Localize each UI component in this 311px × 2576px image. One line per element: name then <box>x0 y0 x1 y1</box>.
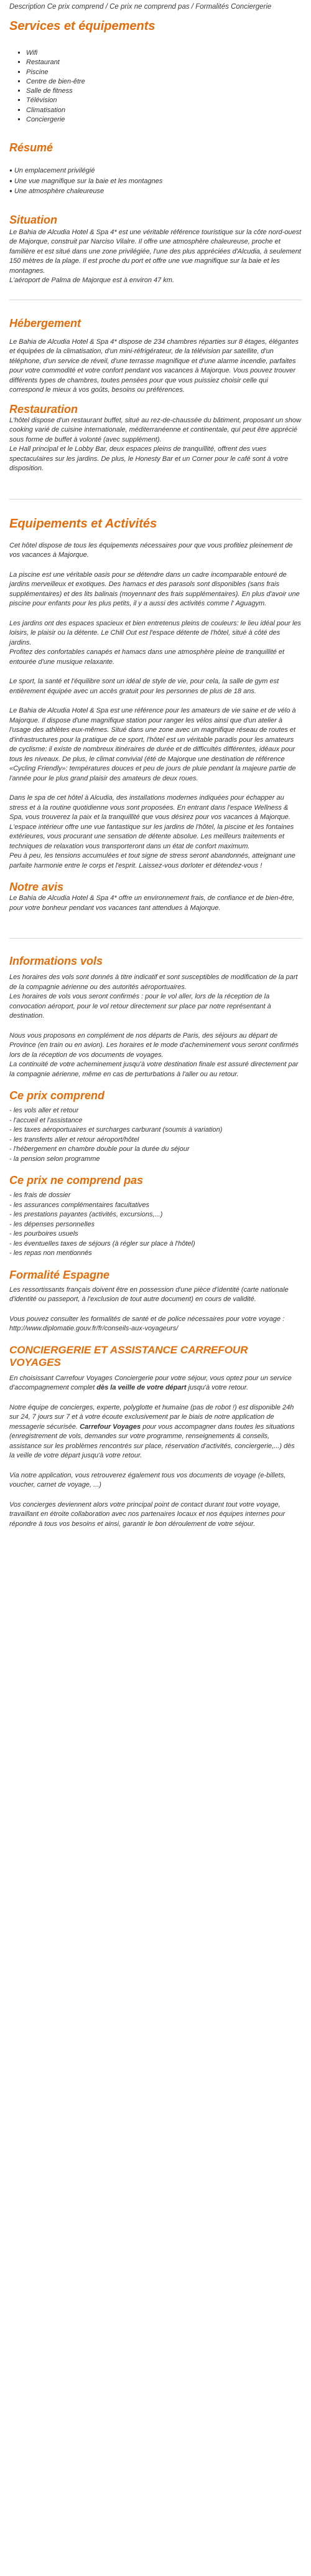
situation-airport: L'aéroport de Palma de Majorque est à environ 47 km. <box>9 277 175 285</box>
services-list <box>9 49 302 125</box>
avis-paragraph: Le Bahia de Alcudia Hotel & Spa 4* offre un environnement frais, de confiance et de bien-être, pour votre bonheur pendant vos vacances tant attendues à Majorque. <box>9 894 295 912</box>
conciergerie-emphasis: dès la veille de votre départ <box>96 1384 187 1392</box>
list-item: ▪ Centre de bien-être <box>26 77 302 87</box>
avis-title: Notre avis <box>9 881 64 894</box>
list-item: - l'accueil et l'assistance <box>9 1116 302 1126</box>
tab-ce-prix-ne-comprend-pas[interactable]: Ce prix ne comprend pas <box>109 3 190 11</box>
equipements-title: Equipements et Activités <box>9 516 157 531</box>
list-item: ● Une vue magnifique sur la baie et les montagnes <box>9 176 302 187</box>
conciergerie-emphasis: Carrefour Voyages <box>80 1423 141 1431</box>
conciergerie-title: CONCIERGERIE ET ASSISTANCE CARREFOUR VOYAGES <box>9 1343 248 1368</box>
tab-ce-prix-comprend[interactable]: Ce prix comprend <box>47 3 104 11</box>
tab-separator: / <box>191 3 193 11</box>
formalite-title: Formalité Espagne <box>9 1268 110 1281</box>
conciergerie-paragraph-4: Vos concierges deviennent alors votre principal point de contact durant tout votre voyage, travaillant en étroite collaboration avec nos partenaires locaux et nos équipes internes pour répondre à tous vos besoins et ainsi, garantir le bon déroulement de votre séjour. <box>9 1500 285 1528</box>
restauration-paragraph-2: Le Hall principal et le Lobby Bar, deux espaces pleins de tranquillité, offrent des vues spectaculaires sur les jardins. De plus, le Honesty Bar et un Corner pour le café sont à votre disposition. <box>9 445 289 473</box>
comprend-title: Ce prix comprend <box>9 1089 105 1102</box>
resume-title: Résumé <box>9 141 53 154</box>
list-item: ▪ Conciergerie <box>26 115 302 125</box>
equipements-paragraph-6: Le Bahia de Alcudia Hotel & Spa est une référence pour les amateurs de vie saine et de vélo à Majorque. Il dispose d'une magnifique station pour ranger les vélos ainsi que d'un atelier à l'usage des athlètes eux-mêmes. Situé dans une zone avec un magnifique réseau de routes et d'infrastructures pour la pratique de ce sport, l'hôtel est un véritable paradis pour les amateurs de cyclisme: il existe de nombreux itinéraires de durée et de difficultés différentes, idéaux pour tous les niveaux. De plus, le climat convivial (été de Majorque une destination de référence «Cycling Friendly»: températures douces et peu de jours de pluie pendant la majeure partie de l'année pour le plus grand plaisir des amateurs de deux roues. <box>9 707 296 782</box>
equipements-paragraph-4: Profitez des confortables canapés et hamacs dans une atmosphère pleine de tranquillité et entourée d'une musique relaxante. <box>9 648 285 666</box>
list-item: - la pension selon programme <box>9 1155 302 1165</box>
equipements-paragraph-3: Les jardins ont des espaces spacieux et bien entretenus pleins de couleurs: le lieu idéal pour les loisirs, le plaisir ou la détente. Le Chill Out est l'espace détente de l'hôtel, situé à côté des jardins. <box>9 619 302 646</box>
hebergement-paragraph: Le Bahia de Alcudia Hotel & Spa 4* dispose de 234 chambres réparties sur 8 étages, élégantes et équipées de la climatisation, d'un mini-réfrigérateur, de la télévision par satellite, d'un téléphone, d'un service de réveil, d'une terrasse magnifique et d'une alarme incendie, parfaites pour votre commodité et votre confort pendant vos vacances à Majorque. Vous pouvez trouver différents types de chambres, toutes pensées pour que vous puissiez choisir celle qui correspond le mieux à vos goûts, besoins ou préférences. <box>9 338 299 394</box>
conciergerie-paragraph-1 <box>9 1374 302 1393</box>
list-item: ● Un emplacement privilégié <box>9 166 302 176</box>
equipements-paragraph-1: Cet hôtel dispose de tous les équipements nécessaires pour que vous profitiez pleinement de vos vacances à Majorque. <box>9 541 293 559</box>
tab-formalites[interactable]: Formalités <box>195 3 229 11</box>
hebergement-title: Hébergement <box>9 316 81 329</box>
restauration-title: Restauration <box>9 402 78 415</box>
conciergerie-text: Notre équipe de concierges, experte, polyglotte et humaine (pas de robot !) est disponible 24h sur 24, 7 jours sur 7 et à votre écoute exclusivement par le biais de notre application de messagerie sécurisée. <box>9 1403 294 1431</box>
equipements-paragraph-7: Dans le spa de cet hôtel à Alcudia, des installations modernes indiquées pour échapper au stress et à la routine quotidienne vous sont proposées. En entrant dans l'espace Wellness & Spa, vous trouverez la paix et la tranquillité que vous désirez pour vos vacances à Majorque. <box>9 794 290 822</box>
conciergerie-text: pour vous accompagner dans toutes les situations (enregistrement de vols, demandes sur votre programme, renseignements & conseils, assistance sur les problèmes rencontrés sur place, réservation d'activités, conciergerie,...) dès la veille de votre départ jusqu'à votre retour. <box>9 1423 295 1460</box>
list-item: ▪ Restaurant <box>26 58 302 67</box>
list-item: - l'hébergement en chambre double pour la durée du séjour <box>9 1145 302 1155</box>
comprend-list <box>9 1106 302 1164</box>
situation-title: Situation <box>9 213 57 226</box>
list-item: - les vols aller et retour <box>9 1106 302 1116</box>
list-item: - les taxes aéroportuaires et surcharges carburant (soumis à variation) <box>9 1125 302 1135</box>
divider <box>9 499 302 500</box>
infos-vols-paragraph-2: Les horaires de vols vous seront confirmés : pour le vol aller, lors de la réception de la convocation aéroport, pour le vol retour directement sur place par notre représentant à destination. <box>9 993 271 1020</box>
tab-separator: / <box>105 3 108 11</box>
list-item: - les prestations payantes (activités, excursions,...) <box>9 1210 302 1220</box>
conciergerie-text: En choisissant Carrefour Voyages Conciergerie pour votre séjour, vous optez pour un service d'accompagnement complet <box>9 1374 292 1392</box>
formalite-paragraph-2: Vous pouvez consulter les formalités de santé et de police nécessaires pour votre voyage : http://www.diplomatie.gouv.fr/fr/conseils-aux-voyageurs/ <box>9 1315 285 1333</box>
tab-conciergerie[interactable]: Conciergerie <box>231 3 272 11</box>
equipements-paragraph-9: Peu à peu, les tensions accumulées et tout signe de stress seront abandonnés, atteignant une parfaite harmonie entre le corps et l'esprit. Laissez-vous dorloter et détendez-vous ! <box>9 852 295 869</box>
infos-vols-paragraph-4: La continuité de votre acheminement jusqu'à votre destination finale est assuré directement par la compagnie aérienne, même en cas de perturbations à l'aller ou au retour. <box>9 1061 299 1078</box>
equipements-paragraph-2: La piscine est une véritable oasis pour se détendre dans un cadre incomparable entouré de jardins merveilleux et exotiques. Des hamacs et des parasols sont disponibles (sans frais supplémentaires) et des lits balinais (moyennant des frais supplémentaires). En plus d'avoir une piscine pour enfants pour les plus petits, il y a aussi des activités comme l' Aguagym. <box>9 571 300 608</box>
list-item: ▪ Télévision <box>26 96 302 105</box>
list-item: - les frais de dossier <box>9 1191 302 1201</box>
ne-comprend-title: Ce prix ne comprend pas <box>9 1174 144 1187</box>
conciergerie-text: jusqu'à votre retour. <box>186 1384 249 1392</box>
list-item: ▪ Wifi <box>26 49 302 58</box>
list-item: - les dépenses personnelles <box>9 1220 302 1230</box>
list-item: - les éventuelles taxes de séjours (à régler sur place à l'hôtel) <box>9 1239 302 1249</box>
tab-bar <box>9 0 302 11</box>
list-item: ● Une atmosphère chaleureuse <box>9 186 302 197</box>
divider <box>9 938 302 939</box>
infos-vols-paragraph-1: Les horaires des vols sont donnés à titre indicatif et sont susceptibles de modification de la part de la compagnie aérienne ou des autorités aéroportuaires. <box>9 973 298 991</box>
services-title: Services et équipements <box>9 19 156 33</box>
list-item: - les transferts aller et retour aéroport/hôtel <box>9 1135 302 1145</box>
restauration-paragraph-1: L'hôtel dispose d'un restaurant buffet, situé au rez-de-chaussée du bâtiment, proposant un show cooking varié de cuisine internationale, méditerranéenne et continentale, qui peut être apprécié sous forme de buffet à volonté (avec supplément). <box>9 416 301 443</box>
list-item: - les pourboires usuels <box>9 1229 302 1239</box>
list-item: - les repas non mentionnés <box>9 1249 302 1259</box>
resume-list <box>9 166 302 197</box>
equipements-paragraph-8: L'espace intérieur offre une vue fantastique sur les jardins de l'hôtel, la piscine et les fontaines extérieures, vous procurant une sensation de détente absolue. Les meilleurs traitements et techniques de relaxation vous transporteront dans un état de confort maximum. <box>9 823 294 850</box>
list-item: ▪ Piscine <box>26 68 302 77</box>
list-item: ▪ Climatisation <box>26 106 302 115</box>
conciergerie-paragraph-2 <box>9 1403 302 1461</box>
conciergerie-paragraph-3: Via notre application, vous retrouverez également tous vos documents de voyage (e-billets, voucher, carnet de voyage, ...) <box>9 1471 286 1489</box>
tab-description[interactable]: Description <box>9 3 45 11</box>
list-item: - les assurances complémentaires facultatives <box>9 1201 302 1211</box>
equipements-paragraph-5: Le sport, la santé et l'équilibre sont un idéal de style de vie, pour cela, la salle de gym est entièrement équipée avec un accès gratuit pour les personnes de plus de 18 ans. <box>9 678 279 695</box>
infos-vols-paragraph-3: Nous vous proposons en complément de nos départs de Paris, des séjours au départ de Province (en train ou en avion). Les horaires et le mode d'acheminement vous seront confirmés lors de la réception de vos documents de voyages. <box>9 1031 299 1059</box>
situation-paragraph: Le Bahia de Alcudia Hotel & Spa 4* est une véritable référence touristique sur la côte nord-ouest de Majorque, construit par Narciso Vilalre. Il offre une atmosphère chaleureuse, proche et familière et est situé dans une zone privilégiée, l'une des plus appréciées d'Alcudia, à seulement 150 mètres de la plage. Il est proche du port et offre une vue magnifique sur la baie et les montagnes. <box>9 228 302 275</box>
formalite-paragraph-1: Les ressortissants français doivent être en possession d'une pièce d'identité (carte nationale d'identité ou passeport, à l'exclusion de tout autre document) en cours de validité. <box>9 1286 289 1304</box>
list-item: ▪ Salle de fitness <box>26 87 302 96</box>
infos-vols-title: Informations vols <box>9 955 103 968</box>
ne-comprend-list <box>9 1191 302 1259</box>
